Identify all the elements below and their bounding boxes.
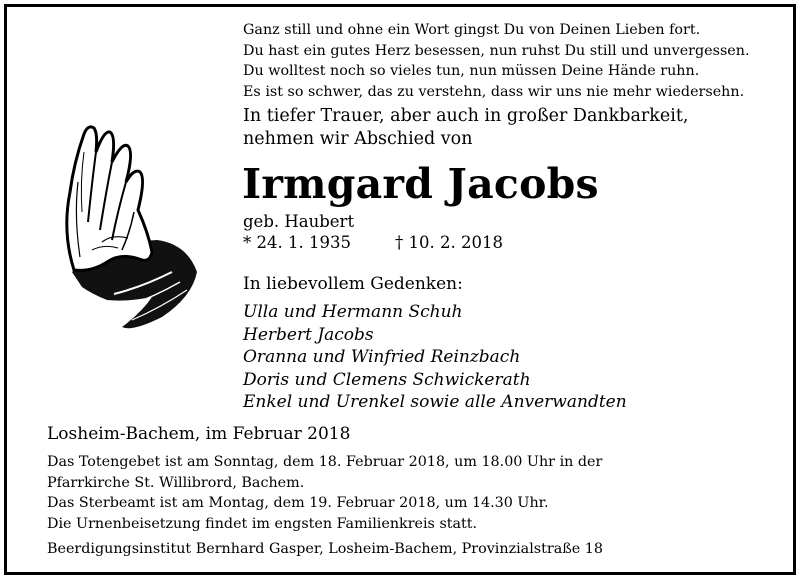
mourner: Oranna und Winfried Reinzbach (243, 347, 521, 367)
info-line: Das Totengebet ist am Sonntag, dem 18. Februar 2018, um 18.00 Uhr in der (47, 454, 603, 470)
memory-line: In liebevollem Gedenken: (243, 274, 463, 294)
mourner: Herbert Jacobs (243, 324, 374, 345)
intro-line: nehmen wir Abschied von (243, 129, 473, 149)
death-date: † 10. 2. 2018 (395, 233, 503, 252)
poem-line: Es ist so schwer, das zu verstehn, dass wir uns nie mehr wiedersehn. (243, 83, 745, 100)
mourner: Ulla und Hermann Schuh (243, 302, 463, 322)
poem (243, 20, 750, 102)
mourner: Doris und Clemens Schwickerath (243, 369, 531, 390)
praying-hands-icon (52, 122, 202, 332)
poem-line: Du wolltest noch so vieles tun, nun müssen Deine Hände ruhn. (243, 63, 700, 79)
place-date: Losheim-Bachem, im Februar 2018 (47, 424, 351, 444)
mourners-list (243, 301, 627, 414)
undertaker-line: Beerdigungsinstitut Bernhard Gasper, Losheim-Bachem, Provinzialstraße 18 (47, 541, 603, 557)
deceased-name: Irmgard Jacobs (242, 160, 599, 208)
life-dates (243, 233, 503, 252)
info-line: Pfarrkirche St. Willibrord, Bachem. (47, 474, 305, 491)
poem-line: Du hast ein gutes Herz besessen, nun ruhst Du still und unvergessen. (243, 42, 750, 59)
mourner: Enkel und Urenkel sowie alle Anverwandten (243, 392, 627, 412)
birth-name: geb. Haubert (243, 212, 355, 231)
intro-text (243, 105, 688, 151)
service-info (47, 452, 602, 534)
info-line: Die Urnenbeisetzung findet im engsten Familienkreis statt. (47, 515, 478, 532)
poem-line: Ganz still und ohne ein Wort gingst Du von Deinen Lieben fort. (243, 22, 701, 38)
birth-date: * 24. 1. 1935 (243, 233, 351, 252)
intro-line: In tiefer Trauer, aber auch in großer Dankbarkeit, (243, 106, 689, 126)
info-line: Das Sterbeamt ist am Montag, dem 19. Februar 2018, um 14.30 Uhr. (47, 495, 549, 511)
